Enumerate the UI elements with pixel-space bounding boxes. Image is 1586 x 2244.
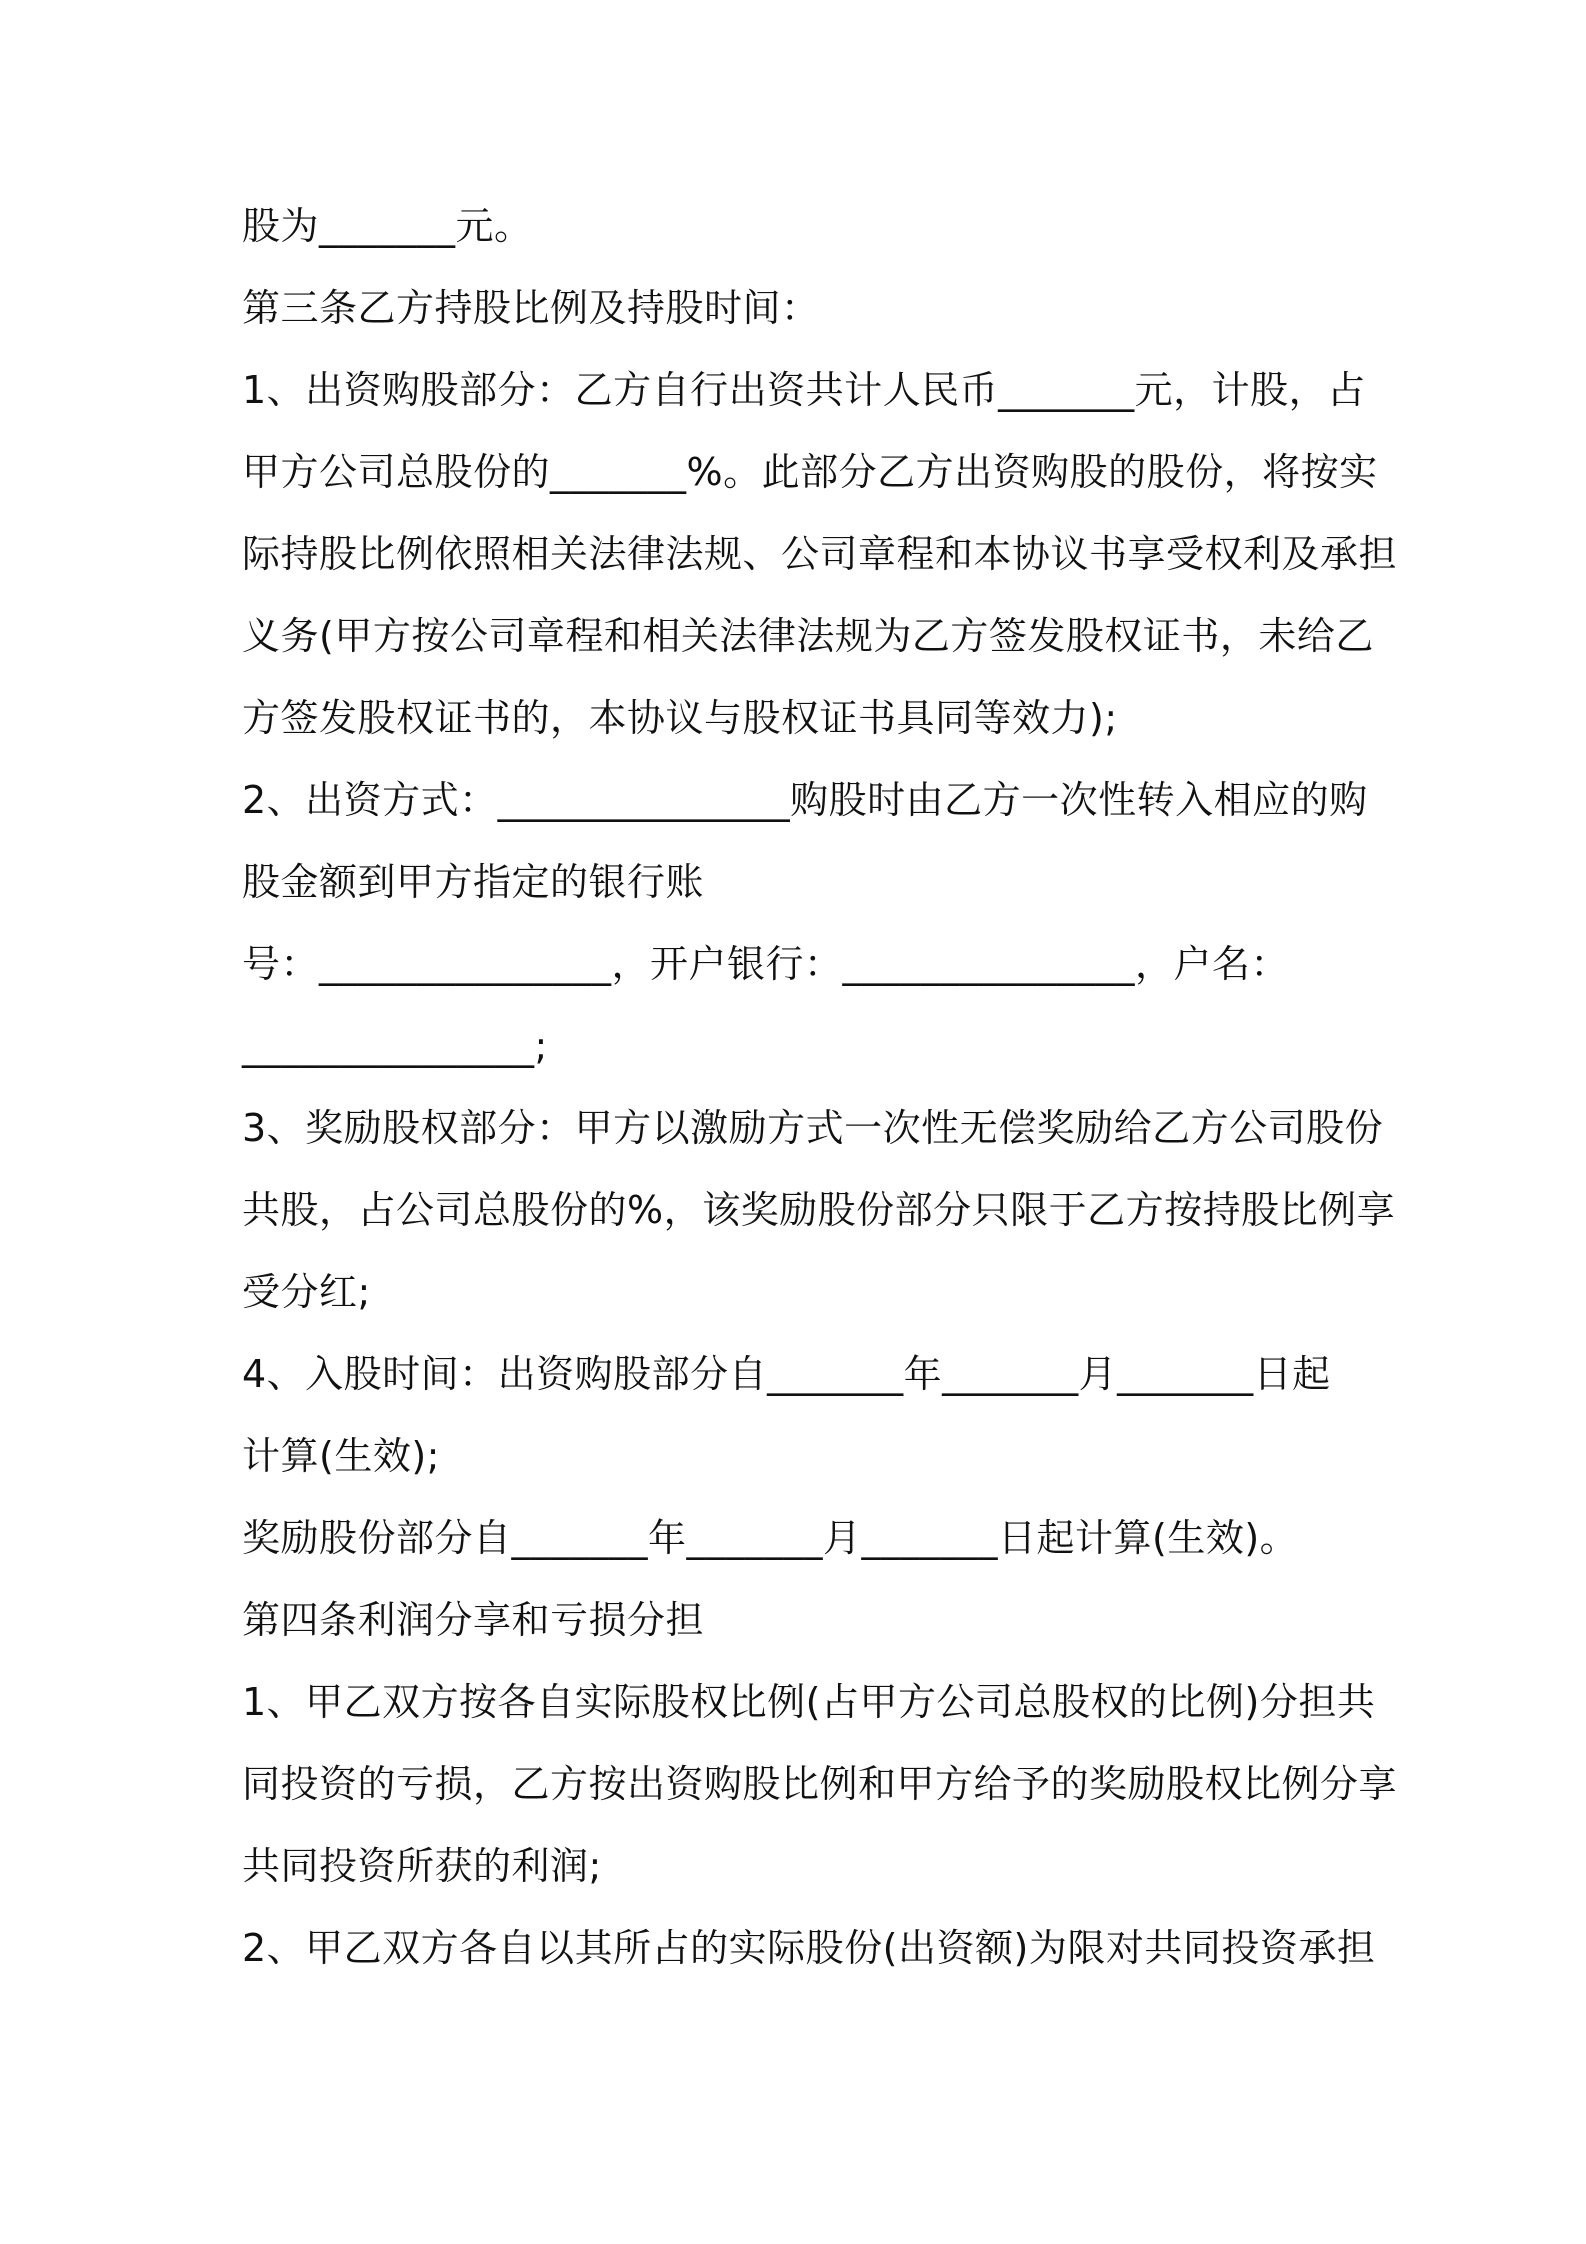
text-line: 2、甲乙双方各自以其所占的实际股份(出资额)为限对共同投资承担 <box>242 1926 1376 1970</box>
text-line: _______________; <box>242 1024 548 1068</box>
text-line: 4、入股时间：出资购股部分自_______年_______月_______日起 <box>242 1352 1331 1396</box>
text-line: 方签发股权证书的，本协议与股权证书具同等效力); <box>242 696 1118 740</box>
text-line: 股金额到甲方指定的银行账 <box>242 860 705 904</box>
text-line: 甲方公司总股份的_______%。此部分乙方出资购股的股份，将按实 <box>242 450 1378 494</box>
text-line: 共股，占公司总股份的%，该奖励股份部分只限于乙方按持股比例享 <box>242 1188 1396 1232</box>
text-line: 同投资的亏损，乙方按出资购股比例和甲方给予的奖励股权比例分享 <box>242 1762 1398 1806</box>
text-line: 受分红; <box>242 1270 371 1314</box>
text-line: 股为_______元。 <box>242 204 533 248</box>
text-line: 际持股比例依照相关法律法规、公司章程和本协议书享受权利及承担 <box>242 532 1398 576</box>
text-line: 共同投资所获的利润; <box>242 1844 602 1888</box>
text-line: 义务(甲方按公司章程和相关法律法规为乙方签发股权证书，未给乙 <box>242 614 1374 658</box>
text-line: 2、出资方式：_______________购股时由乙方一次性转入相应的购 <box>242 778 1368 822</box>
text-line: 计算(生效); <box>242 1434 440 1478</box>
text-line: 1、甲乙双方按各自实际股权比例(占甲方公司总股权的比例)分担共 <box>242 1680 1376 1724</box>
text-line: 1、出资购股部分：乙方自行出资共计人民币_______元，计股，占 <box>242 368 1366 412</box>
text-line: 奖励股份部分自_______年_______月_______日起计算(生效)。 <box>242 1516 1299 1560</box>
section-heading: 第三条乙方持股比例及持股时间： <box>242 286 820 330</box>
text-line: 号：_______________，开户银行：_______________，户名： <box>242 942 1290 986</box>
section-heading: 第四条利润分享和亏损分担 <box>242 1598 705 1642</box>
text-line: 3、奖励股权部分：甲方以激励方式一次性无偿奖励给乙方公司股份 <box>242 1106 1384 1150</box>
